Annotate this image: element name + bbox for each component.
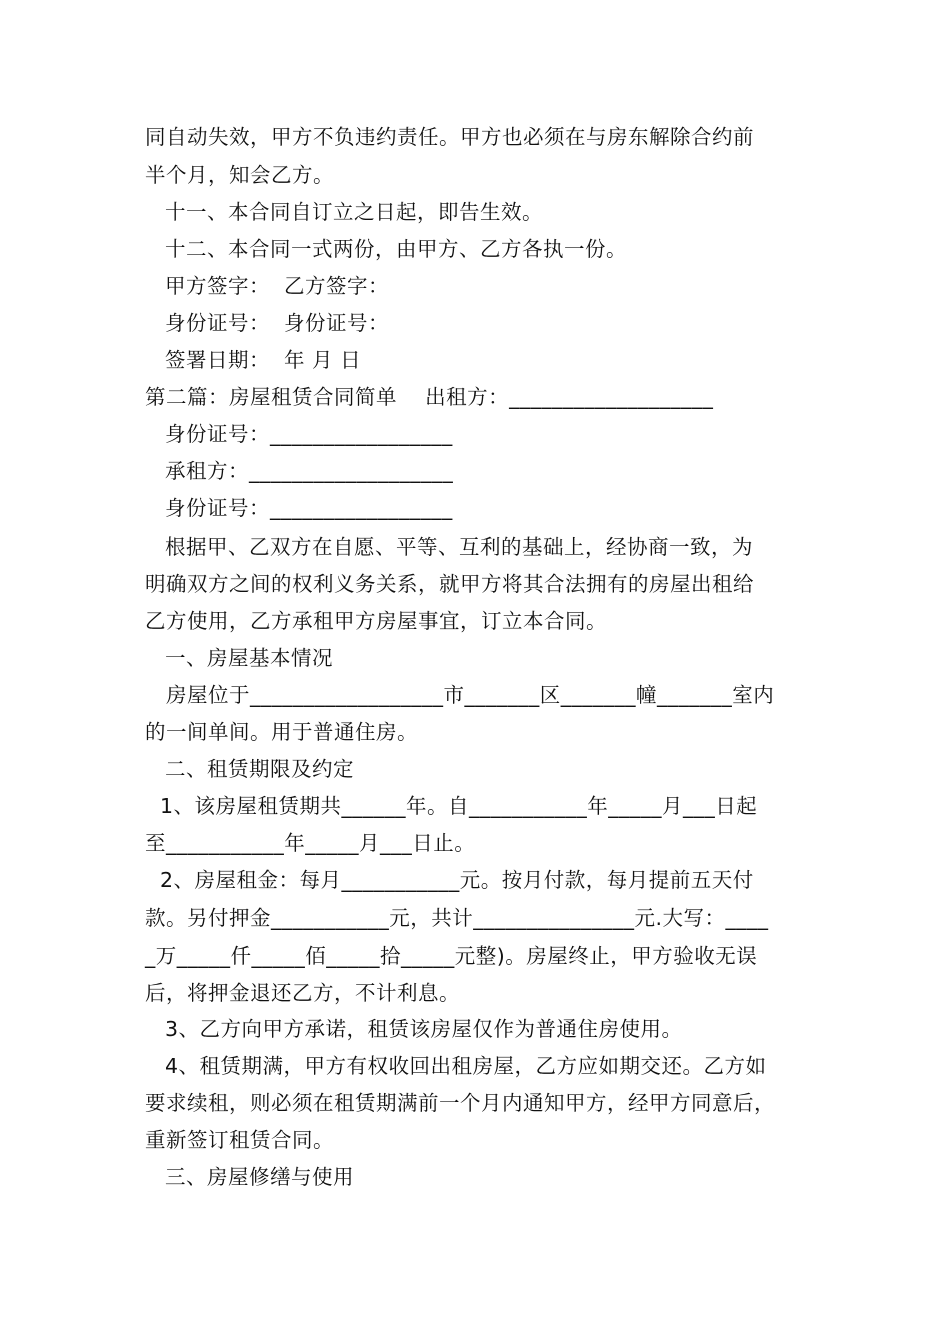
lessee-id-line: 身份证号：_________________ <box>165 496 453 520</box>
clause-11: 十一、本合同自订立之日起，即告生效。 <box>165 200 543 224</box>
paragraph-line: 同自动失效，甲方不负违约责任。甲方也必须在与房东解除合约前 <box>145 125 754 149</box>
section-heading: 第二篇：房屋租赁合同简单 出租方：___________________ <box>145 385 714 409</box>
section-1-heading: 一、房屋基本情况 <box>165 646 333 670</box>
paragraph-line: 乙方使用，乙方承租甲方房屋事宜，订立本合同。 <box>145 609 607 633</box>
signature-line: 甲方签字： 乙方签字： <box>165 274 390 298</box>
paragraph-line: 根据甲、乙双方在自愿、平等、互利的基础上，经协商一致，为 <box>165 535 753 559</box>
paragraph-line: 2、房屋租金：每月___________元。按月付款，每月提前五天付 <box>160 868 754 892</box>
clause-12: 十二、本合同一式两份，由甲方、乙方各执一份。 <box>165 237 627 261</box>
id-number-line: 身份证号： 身份证号： <box>165 311 390 335</box>
paragraph-line: 后，将押金退还乙方，不计利息。 <box>145 981 460 1005</box>
lessee-line: 承租方：___________________ <box>165 459 454 483</box>
section-3-heading: 三、房屋修缮与使用 <box>165 1165 354 1189</box>
paragraph-line: _万_____仟_____佰_____拾_____元整)。房屋终止，甲方验收无误 <box>145 944 758 968</box>
paragraph-line: 3、乙方向甲方承诺，租赁该房屋仅作为普通住房使用。 <box>165 1017 683 1041</box>
lessor-id-line: 身份证号：_________________ <box>165 422 453 446</box>
sign-date-line: 签署日期： 年 月 日 <box>165 348 362 372</box>
paragraph-line: 1、该房屋租赁期共______年。自___________年_____月___日起 <box>160 794 758 818</box>
paragraph-line: 至___________年_____月___日止。 <box>145 831 476 855</box>
section-2-heading: 二、租赁期限及约定 <box>165 757 354 781</box>
paragraph-line: 房屋位于__________________市_______区_______幢_______室内 <box>166 683 775 707</box>
paragraph-line: 要求续租，则必须在租赁期满前一个月内通知甲方，经甲方同意后， <box>145 1091 775 1115</box>
paragraph-line: 4、租赁期满，甲方有权收回出租房屋，乙方应如期交还。乙方如 <box>165 1054 767 1078</box>
paragraph-line: 半个月，知会乙方。 <box>145 163 334 187</box>
paragraph-line: 明确双方之间的权利义务关系，就甲方将其合法拥有的房屋出租给 <box>145 572 754 596</box>
paragraph-line: 重新签订租赁合同。 <box>145 1128 334 1152</box>
paragraph-line: 的一间单间。用于普通住房。 <box>145 720 418 744</box>
paragraph-line: 款。另付押金___________元，共计_______________元.大写：____ <box>145 906 769 930</box>
